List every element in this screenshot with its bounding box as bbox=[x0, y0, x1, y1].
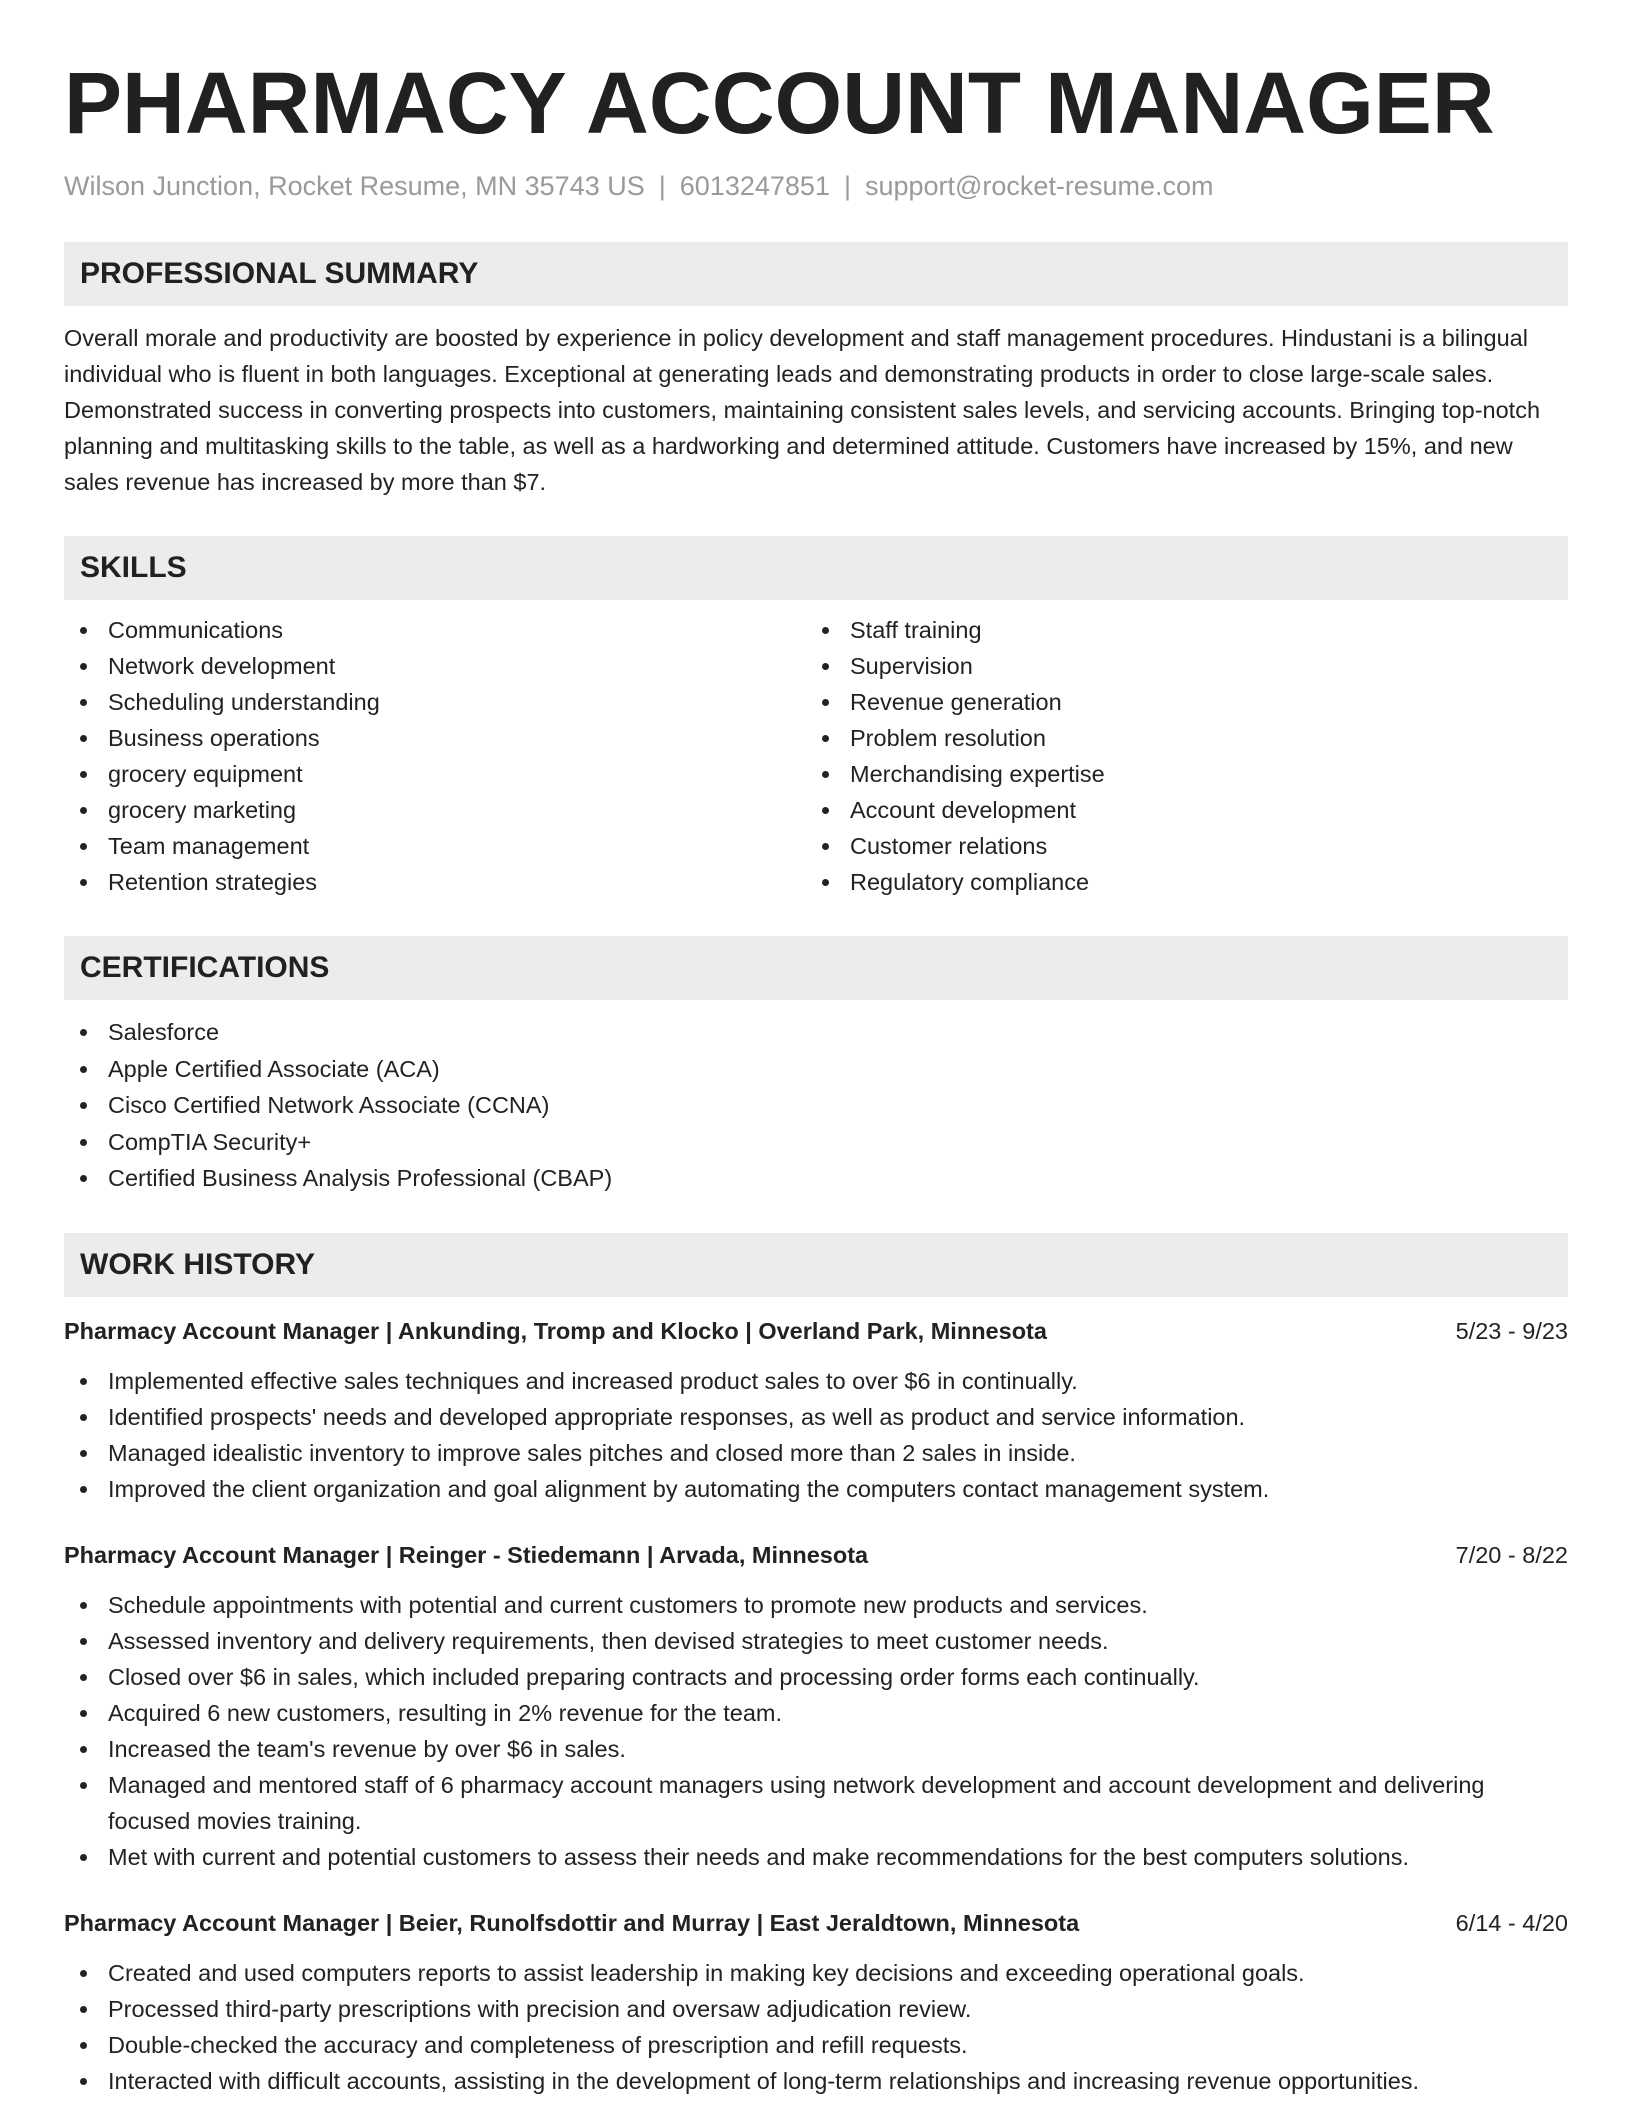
job-title: Pharmacy Account Manager | Reinger - Stiedemann | Arvada, Minnesota bbox=[64, 1541, 869, 1568]
skill-item: Customer relations bbox=[806, 828, 1548, 864]
certifications-list bbox=[64, 1014, 1568, 1197]
certification-item: Salesforce bbox=[64, 1014, 1568, 1051]
job-bullet: Processed third-party prescriptions with precision and oversaw adjudication review. bbox=[64, 1991, 1568, 2027]
job-title: Pharmacy Account Manager | Beier, Runolfsdottir and Murray | East Jeraldtown, Minnesota bbox=[64, 1909, 1080, 1936]
job-entry bbox=[64, 1537, 1568, 1875]
job-dates: 7/20 - 8/22 bbox=[1455, 1541, 1568, 1568]
job-bullet: Schedule appointments with potential and current customers to promote new products and services. bbox=[64, 1587, 1568, 1623]
skills-list-right bbox=[806, 612, 1548, 900]
skill-item: Problem resolution bbox=[806, 720, 1548, 756]
summary-text: Overall morale and productivity are boosted by experience in policy development and staff management procedures. Hindustani is a bilingual individual who is fluent in both languages. Exceptional at generating leads and demonstrating products in order to close large-scale sales. Demonstrated success in converting prospects into customers, maintaining consistent sales levels, and servicing accounts. Bringing top-notch planning and multitasking skills to the table, as well as a hardworking and determined attitude. Customers have increased by 15%, and new sales revenue has increased by more than $7. bbox=[64, 325, 1541, 495]
job-bullet: Identified prospects' needs and developed appropriate responses, as well as product and service information. bbox=[64, 1399, 1568, 1435]
certification-item: Cisco Certified Network Associate (CCNA) bbox=[64, 1087, 1568, 1124]
job-bullet-list bbox=[64, 1587, 1568, 1875]
job-bullet: Closed over $6 in sales, which included preparing contracts and processing order forms each continually. bbox=[64, 1659, 1568, 1695]
job-bullet: Implemented effective sales techniques and increased product sales to over $6 in continually. bbox=[64, 1363, 1568, 1399]
skills-heading: SKILLS bbox=[64, 536, 1568, 600]
skills-list-left bbox=[64, 612, 806, 900]
job-entry bbox=[64, 1905, 1568, 2099]
job-entry bbox=[64, 1313, 1568, 1507]
certification-item: Apple Certified Associate (ACA) bbox=[64, 1051, 1568, 1088]
contact-phone: 6013247851 bbox=[679, 171, 830, 201]
contact-separator: | bbox=[843, 171, 851, 201]
job-dates: 6/14 - 4/20 bbox=[1455, 1909, 1568, 1936]
summary-heading: PROFESSIONAL SUMMARY bbox=[64, 242, 1568, 306]
contact-email: support@rocket-resume.com bbox=[864, 171, 1214, 201]
skill-item: Revenue generation bbox=[806, 684, 1548, 720]
job-bullet: Improved the client organization and goal alignment by automating the computers contact management system. bbox=[64, 1471, 1568, 1507]
skill-item: Business operations bbox=[64, 720, 806, 756]
job-title: Pharmacy Account Manager | Ankunding, Tromp and Klocko | Overland Park, Minnesota bbox=[64, 1317, 1047, 1344]
job-bullet: Acquired 6 new customers, resulting in 2% revenue for the team. bbox=[64, 1695, 1568, 1731]
certification-item: Certified Business Analysis Professional (CBAP) bbox=[64, 1160, 1568, 1197]
work-history-heading: WORK HISTORY bbox=[64, 1233, 1568, 1297]
job-bullet: Assessed inventory and delivery requirements, then devised strategies to meet customer needs. bbox=[64, 1623, 1568, 1659]
certification-item: CompTIA Security+ bbox=[64, 1124, 1568, 1161]
skill-item: Account development bbox=[806, 792, 1548, 828]
resume-title: PHARMACY ACCOUNT MANAGER bbox=[64, 55, 1495, 152]
job-bullet: Interacted with difficult accounts, assisting in the development of long-term relationships and increasing revenue opportunities. bbox=[64, 2063, 1568, 2099]
skill-item: Supervision bbox=[806, 648, 1548, 684]
skill-item: Merchandising expertise bbox=[806, 756, 1548, 792]
certifications-heading: CERTIFICATIONS bbox=[64, 936, 1568, 1000]
contact-separator: | bbox=[658, 171, 666, 201]
contact-line bbox=[64, 168, 1568, 204]
skills-columns bbox=[64, 612, 1568, 900]
job-bullet-list bbox=[64, 1955, 1568, 2099]
job-bullet-list bbox=[64, 1363, 1568, 1507]
work-history-list bbox=[64, 1313, 1568, 2099]
skill-item: Scheduling understanding bbox=[64, 684, 806, 720]
job-bullet: Increased the team's revenue by over $6 in sales. bbox=[64, 1731, 1568, 1767]
job-header bbox=[64, 1905, 1568, 1941]
job-dates: 5/23 - 9/23 bbox=[1455, 1317, 1568, 1344]
job-header bbox=[64, 1537, 1568, 1573]
job-bullet: Created and used computers reports to assist leadership in making key decisions and exceeding operational goals. bbox=[64, 1955, 1568, 1991]
skill-item: Communications bbox=[64, 612, 806, 648]
skill-item: Retention strategies bbox=[64, 864, 806, 900]
skill-item: Team management bbox=[64, 828, 806, 864]
skill-item: Network development bbox=[64, 648, 806, 684]
job-bullet: Managed idealistic inventory to improve sales pitches and closed more than 2 sales in inside. bbox=[64, 1435, 1568, 1471]
job-bullet: Met with current and potential customers to assess their needs and make recommendations for the best computers solutions. bbox=[64, 1839, 1568, 1875]
job-bullet: Double-checked the accuracy and completeness of prescription and refill requests. bbox=[64, 2027, 1568, 2063]
skill-item: grocery equipment bbox=[64, 756, 806, 792]
job-bullet: Managed and mentored staff of 6 pharmacy account managers using network development and account development and delivering focused movies training. bbox=[64, 1767, 1568, 1839]
skill-item: grocery marketing bbox=[64, 792, 806, 828]
skill-item: Regulatory compliance bbox=[806, 864, 1548, 900]
skill-item: Staff training bbox=[806, 612, 1548, 648]
job-header bbox=[64, 1313, 1568, 1349]
contact-address: Wilson Junction, Rocket Resume, MN 35743 US bbox=[64, 171, 645, 201]
